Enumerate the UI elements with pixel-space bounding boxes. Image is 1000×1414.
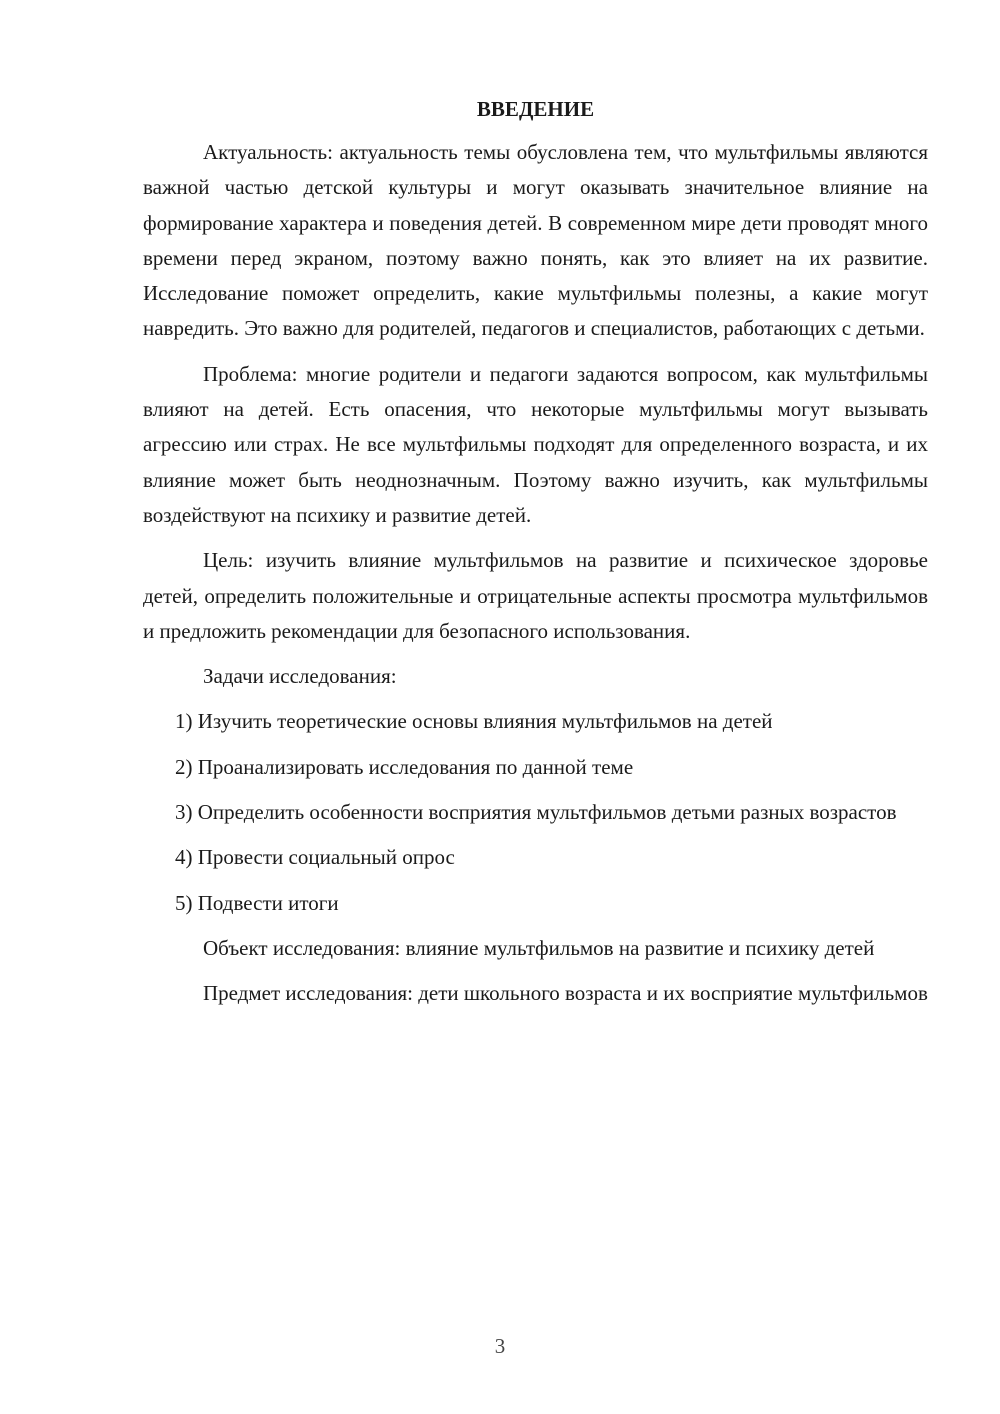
paragraph-relevance: Актуальность: актуальность темы обусловлена тем, что мультфильмы являются важной частью детской культуры и могут оказывать значительное влияние на формирование характера и поведения детей. В современном мире дети проводят много времени перед экраном, поэтому важно понять, как это влияет на их развитие. Исследование поможет определить, какие мультфильмы полезны, а какие могут навредить. Это важно для родителей, педагогов и специалистов, работающих с детьми.: [143, 140, 928, 341]
list-item: 4) Провести социальный опрос: [175, 845, 455, 870]
list-item: 5) Подвести итоги: [175, 890, 339, 915]
page-number: 3: [494, 1334, 506, 1358]
list-item: 1) Изучить теоретические основы влияния мультфильмов на детей: [175, 709, 773, 734]
paragraph-subject: Предмет исследования: дети школьного возраста и их восприятие мультфильмов: [203, 981, 928, 1006]
paragraph-problem: Проблема: многие родители и педагоги задаются вопросом, как мультфильмы влияют на детей. Есть опасения, что некоторые мультфильмы могут вызывать агрессию или страх. Не все мультфильмы подходят для определенного возраста, и их влияние может быть неоднозначным. Поэтому важно изучить, как мультфильмы воздействуют на психику и развитие детей.: [143, 361, 928, 527]
list-item: 2) Проанализировать исследования по данной теме: [175, 754, 634, 779]
paragraph-object: Объект исследования: влияние мультфильмов на развитие и психику детей: [203, 935, 875, 960]
paragraph-tasks-intro: Задачи исследования:: [203, 664, 397, 689]
section-heading: ВВЕДЕНИЕ: [476, 97, 595, 121]
document-page: [143, 92, 928, 1022]
list-item: 3) Определить особенности восприятия мультфильмов детьми разных возрастов: [175, 800, 897, 825]
paragraph-goal: Цель: изучить влияние мультфильмов на развитие и психическое здоровье детей, определить положительные и отрицательные аспекты просмотра мультфильмов и предложить рекомендации для безопасного использования.: [143, 548, 928, 643]
tasks-list: [143, 704, 928, 920]
